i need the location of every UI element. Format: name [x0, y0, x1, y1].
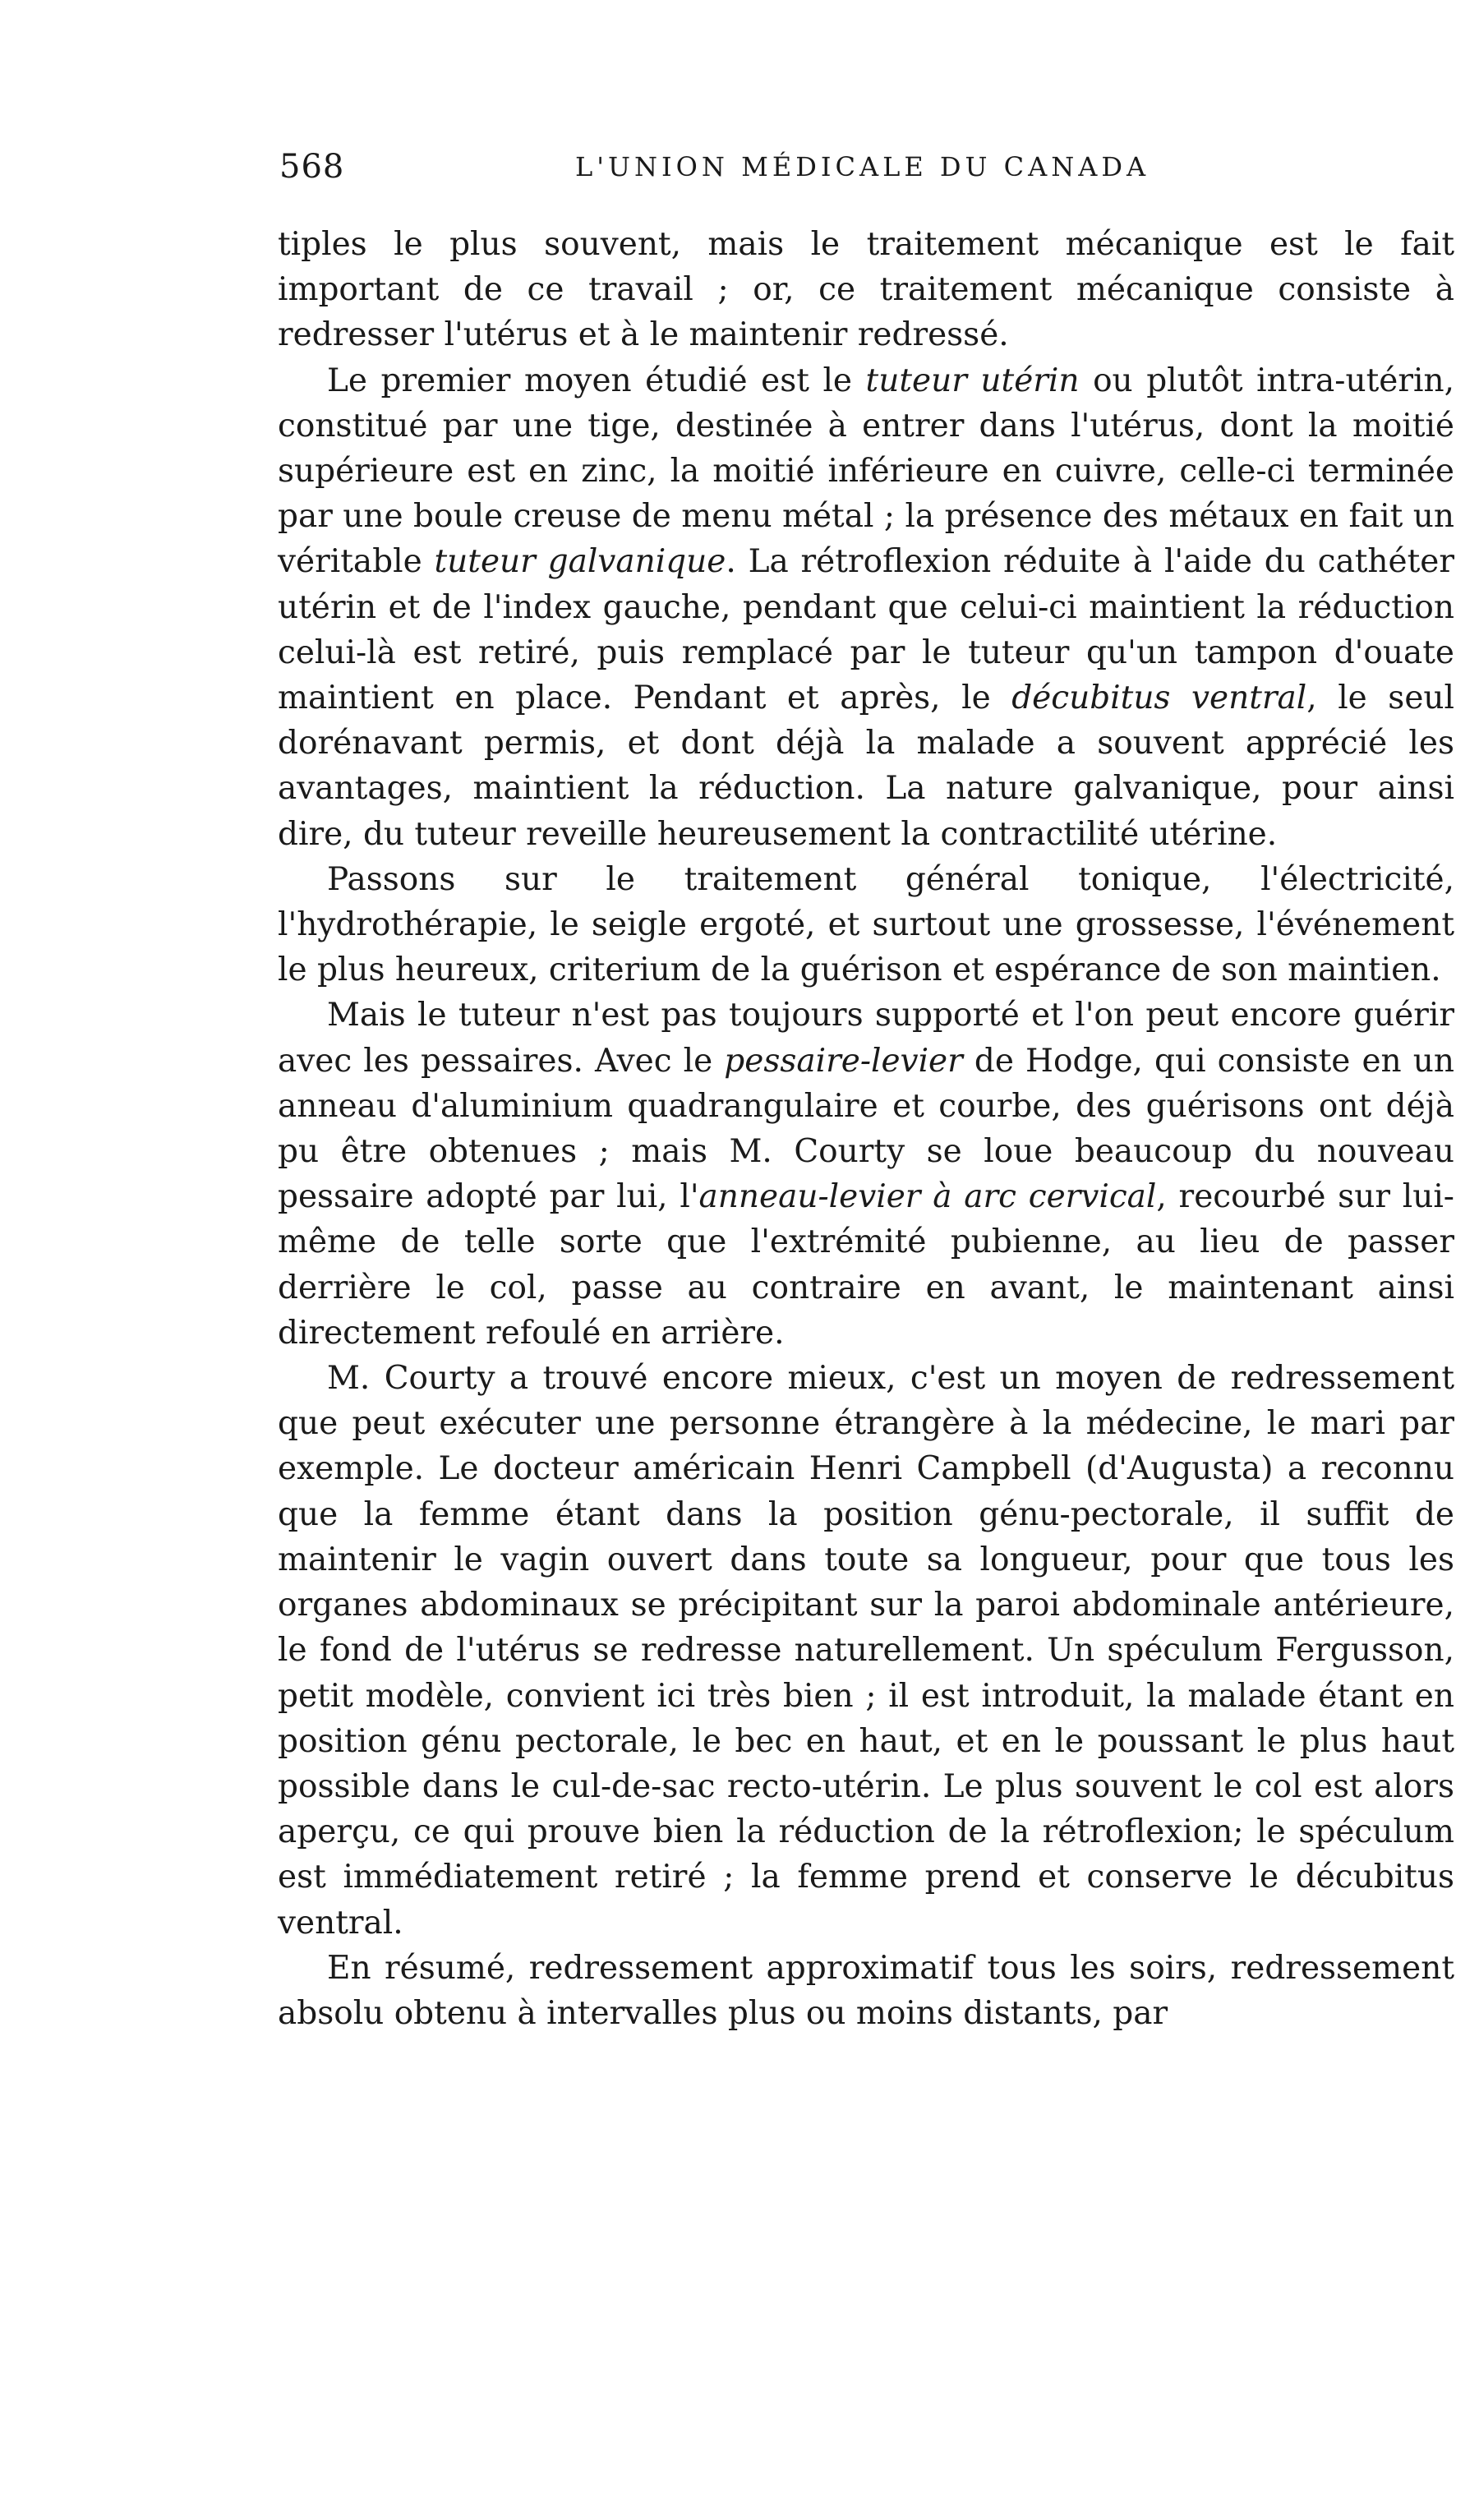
text-run: , recourbé sur lui-même de telle sorte que l'extrémité pubienne, au lieu de passer derrière le col, passe au contraire en avant, le maintenant ainsi directement refoulé en arrière. — [278, 1178, 1454, 1352]
italic-term: tuteur galvanique — [434, 543, 726, 581]
text-run: Passons sur le traitement général tonique, l'électricité, l'hydrothérapie, le seigle ergoté, et surtout une grossesse, l'événement le plus heureux, criterium de la guérison et espérance de son maintien. — [278, 860, 1454, 989]
body-text — [278, 222, 1454, 2036]
paragraph — [278, 358, 1454, 857]
text-run: tiples le plus souvent, mais le traitement mécanique est le fait important de ce travail ; or, ce traitement mécanique consiste à redresser l'utérus et à le maintenir redressé. — [278, 226, 1454, 354]
text-run: ou plutôt intra-utérin, constitué par une tige, destinée à entrer dans l'utérus, dont la moitié supérieure est en zinc, la moitié inférieure en cuivre, celle-ci terminée par une boule creuse de menu métal ; la présence des métaux en fait un véritable — [278, 362, 1454, 581]
italic-term: anneau-levier à arc cervical — [698, 1178, 1157, 1216]
paragraph — [278, 1946, 1454, 2036]
text-run: M. Courty a trouvé encore mieux, c'est un moyen de redressement que peut exécuter une personne étrangère à la médecine, le mari par exemple. Le docteur américain Henri Campbell (d'Augusta) a reconnu que la femme étant dans la position génu-pectorale, il suffit de maintenir le vagin ouvert dans toute sa longueur, pour que tous les organes abdominaux se précipitant sur la paroi abdominale antérieure, le fond de l'utérus se redresse naturellement. Un spéculum Fergusson, petit modèle, convient ici très bien ; il est introduit, la malade étant en position génu pectorale, le bec en haut, et en le poussant le plus haut possible dans le cul-de-sac recto-utérin. Le plus souvent le col est alors aperçu, ce qui prouve bien la réduction de la rétroflexion; le spéculum est immédiatement retiré ; la femme prend et conserve le décubitus ventral. — [278, 1360, 1454, 1942]
italic-term: pessaire-levier — [724, 1042, 963, 1080]
italic-term: tuteur utérin — [865, 362, 1080, 399]
text-run: Mais le tuteur n'est pas toujours supporté et l'on peut encore guérir avec les pessaires. Avec le — [278, 997, 1454, 1080]
text-run: . La rétroflexion réduite à l'aide du cathéter utérin et de l'index gauche, pendant que celui-ci maintient la réduction celui-là est retiré, puis remplacé par le tuteur qu'un tampon d'ouate maintient en place. Pendant et après, le — [278, 543, 1454, 717]
paragraph — [278, 1356, 1454, 1946]
text-run: de Hodge, qui consiste en un anneau d'aluminium quadrangulaire et courbe, des guérisons ont déjà pu être obtenues ; mais M. Courty se loue beaucoup du nouveau pessaire adopté par lui, l' — [278, 1042, 1454, 1216]
text-run: Le premier moyen étudié est le — [327, 362, 866, 399]
running-title: L'UNION MÉDICALE DU CANADA — [575, 151, 1150, 182]
text-run: , le seul dorénavant permis, et dont déjà la malade a souvent apprécié les avantages, maintient la réduction. La nature galvanique, pour ainsi dire, du tuteur reveille heureusement la contractilité utérine. — [278, 680, 1454, 853]
text-run: En résumé, redressement approximatif tous les soirs, redressement absolu obtenu à intervalles plus ou moins distants, par — [278, 1949, 1454, 2032]
paragraph — [278, 857, 1454, 993]
paragraph — [278, 222, 1454, 358]
paragraph — [278, 993, 1454, 1356]
page-number: 568 — [279, 148, 345, 186]
page-header — [279, 148, 1454, 197]
italic-term: décubitus ventral — [1011, 680, 1307, 717]
